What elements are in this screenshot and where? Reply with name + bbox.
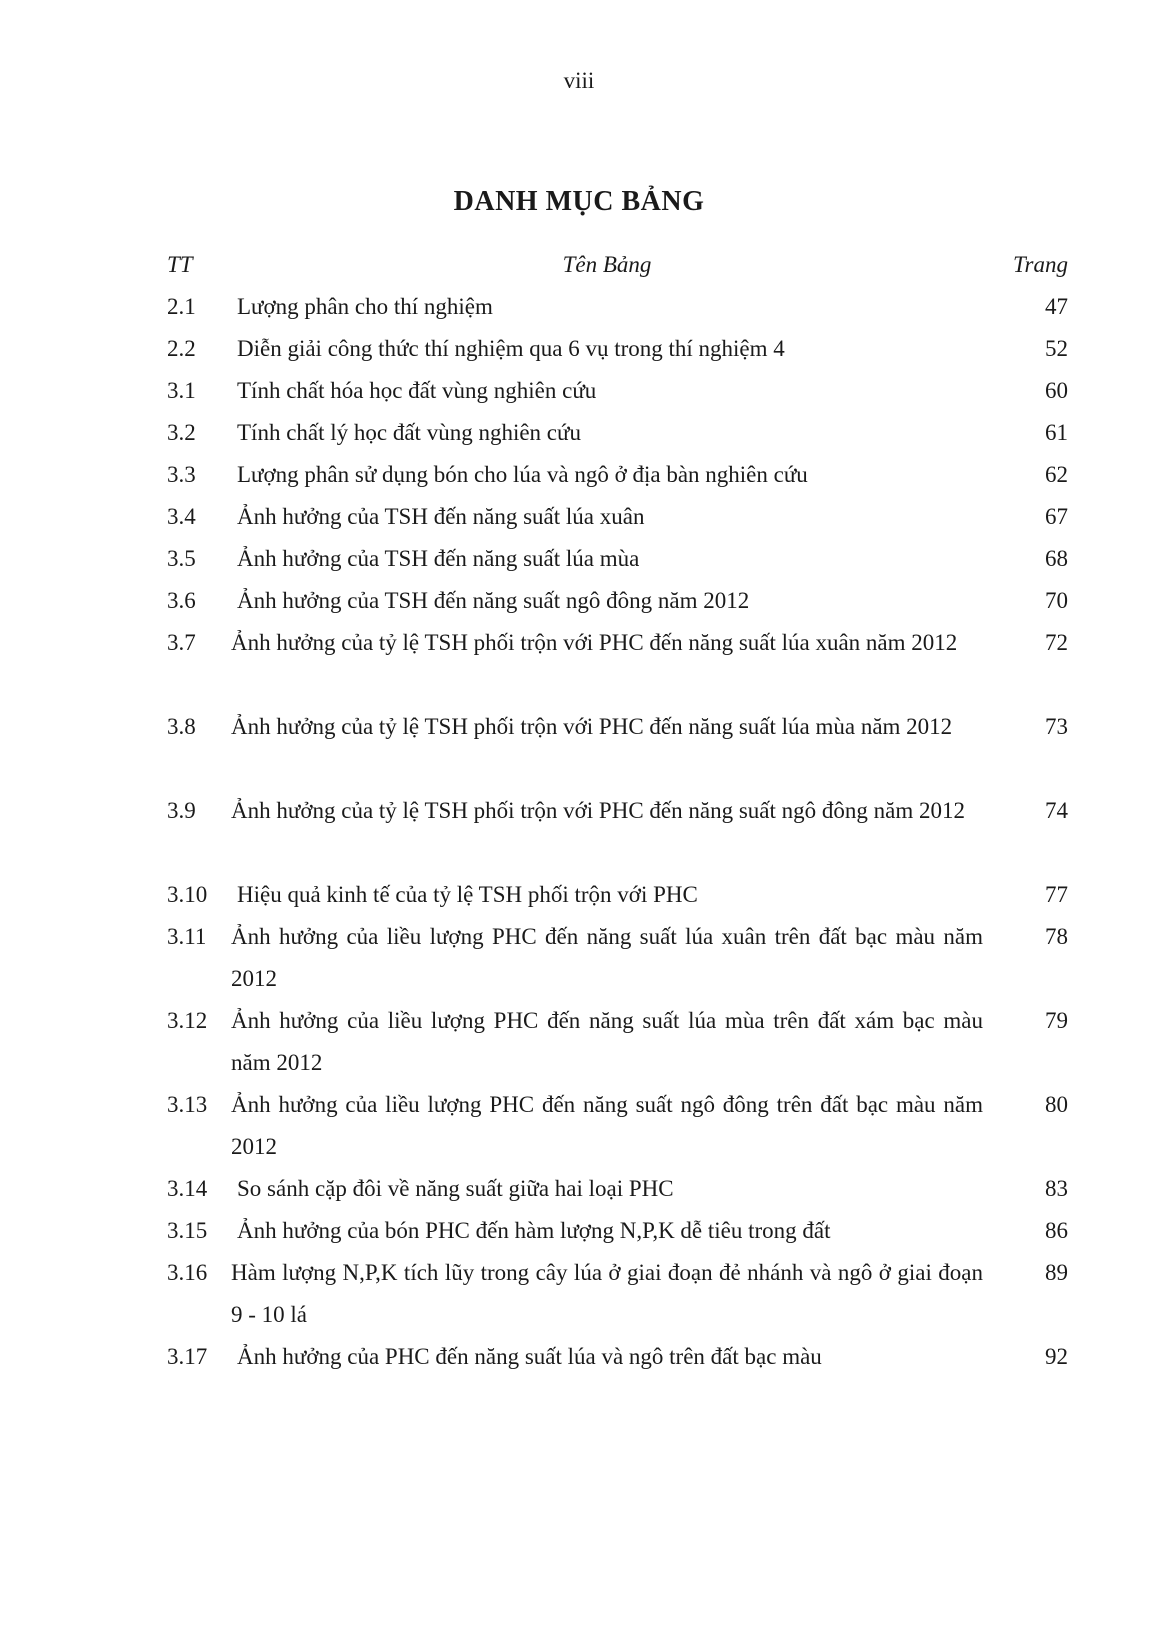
entry-title: Tính chất lý học đất vùng nghiên cứu	[237, 420, 581, 445]
entry-number: 3.16	[167, 1260, 208, 1285]
table-list	[0, 244, 1158, 1378]
entry-title: Ảnh hưởng của tỷ lệ TSH phối trộn với PHC đến năng suất ngô đông năm 2012	[231, 798, 965, 823]
entry-number: 3.12	[167, 1008, 208, 1033]
entry-number: 3.3	[167, 462, 196, 487]
table-entry[interactable]	[0, 328, 1158, 370]
table-entry[interactable]	[0, 622, 1158, 706]
table-entry[interactable]	[0, 370, 1158, 412]
entry-title: Ảnh hưởng của liều lượng PHC đến năng suất ngô đông trên đất bạc màu năm 2012	[231, 1092, 983, 1159]
entry-number: 3.13	[167, 1092, 208, 1117]
entry-number: 3.11	[167, 924, 207, 949]
table-list-header	[0, 244, 1158, 286]
entry-page-number: 67	[1045, 504, 1068, 529]
entry-page-number: 83	[1045, 1176, 1068, 1201]
entry-title: Ảnh hưởng của TSH đến năng suất lúa xuân	[237, 504, 645, 529]
entry-number: 3.7	[167, 630, 196, 655]
table-list-body	[0, 286, 1158, 1378]
entry-page-number: 72	[1045, 630, 1068, 655]
header-title-label: Tên Bảng	[562, 252, 652, 277]
entry-number: 3.8	[167, 714, 196, 739]
entry-page-number: 92	[1045, 1344, 1068, 1369]
entry-page-number: 68	[1045, 546, 1068, 571]
table-entry[interactable]	[0, 538, 1158, 580]
table-entry[interactable]	[0, 1336, 1158, 1378]
entry-number: 3.17	[167, 1344, 208, 1369]
entry-title: Ảnh hưởng của TSH đến năng suất ngô đông năm 2012	[237, 588, 750, 613]
entry-page-number: 77	[1045, 882, 1068, 907]
table-entry[interactable]	[0, 496, 1158, 538]
entry-page-number: 60	[1045, 378, 1068, 403]
entry-title: Ảnh hưởng của tỷ lệ TSH phối trộn với PHC đến năng suất lúa xuân năm 2012	[231, 630, 958, 655]
table-entry[interactable]	[0, 580, 1158, 622]
entry-number: 3.10	[167, 882, 208, 907]
table-entry[interactable]	[0, 412, 1158, 454]
table-entry[interactable]	[0, 286, 1158, 328]
table-entry[interactable]	[0, 790, 1158, 874]
entry-number: 3.9	[167, 798, 196, 823]
entry-title: Diễn giải công thức thí nghiệm qua 6 vụ trong thí nghiệm 4	[237, 336, 785, 361]
entry-page-number: 52	[1045, 336, 1068, 361]
entry-page-number: 79	[1045, 1008, 1068, 1033]
entry-number: 3.2	[167, 420, 196, 445]
entry-title: Ảnh hưởng của tỷ lệ TSH phối trộn với PHC đến năng suất lúa mùa năm 2012	[231, 714, 953, 739]
entry-title: Ảnh hưởng của PHC đến năng suất lúa và ngô trên đất bạc màu	[237, 1344, 822, 1369]
entry-title: Ảnh hưởng của liều lượng PHC đến năng suất lúa mùa trên đất xám bạc màu năm 2012	[231, 1008, 983, 1075]
entry-title: So sánh cặp đôi về năng suất giữa hai loại PHC	[237, 1176, 674, 1201]
page-number: viii	[563, 68, 595, 93]
header-number-label: TT	[167, 252, 193, 277]
entry-page-number: 89	[1045, 1260, 1068, 1285]
entry-title: Hàm lượng N,P,K tích lũy trong cây lúa ở giai đoạn đẻ nhánh và ngô ở giai đoạn 9 - 10 lá	[231, 1260, 983, 1327]
entry-number: 3.1	[167, 378, 196, 403]
entry-number: 2.2	[167, 336, 196, 361]
table-entry[interactable]	[0, 874, 1158, 916]
table-entry[interactable]	[0, 1168, 1158, 1210]
entry-title: Lượng phân cho thí nghiệm	[237, 294, 493, 319]
entry-number: 3.4	[167, 504, 196, 529]
entry-page-number: 61	[1045, 420, 1068, 445]
entry-page-number: 86	[1045, 1218, 1068, 1243]
entry-number: 3.15	[167, 1218, 208, 1243]
header-page-label: Trang	[1013, 252, 1068, 277]
entry-page-number: 62	[1045, 462, 1068, 487]
entry-number: 3.14	[167, 1176, 208, 1201]
entry-number: 3.6	[167, 588, 196, 613]
entry-number: 3.5	[167, 546, 196, 571]
table-entry[interactable]	[0, 1210, 1158, 1252]
entry-title: Ảnh hưởng của bón PHC đến hàm lượng N,P,K dễ tiêu trong đất	[237, 1218, 831, 1243]
table-entry[interactable]	[0, 706, 1158, 790]
page-title: DANH MỤC BẢNG	[453, 186, 705, 217]
entry-page-number: 47	[1045, 294, 1068, 319]
entry-page-number: 78	[1045, 924, 1068, 949]
entry-page-number: 73	[1045, 714, 1068, 739]
table-entry[interactable]	[0, 916, 1158, 1000]
entry-page-number: 80	[1045, 1092, 1068, 1117]
entry-page-number: 74	[1045, 798, 1068, 823]
entry-title: Lượng phân sử dụng bón cho lúa và ngô ở địa bàn nghiên cứu	[237, 462, 808, 487]
entry-page-number: 70	[1045, 588, 1068, 613]
table-entry[interactable]	[0, 1252, 1158, 1336]
table-entry[interactable]	[0, 1000, 1158, 1084]
entry-title: Ảnh hưởng của liều lượng PHC đến năng suất lúa xuân trên đất bạc màu năm 2012	[231, 924, 983, 991]
entry-title: Ảnh hưởng của TSH đến năng suất lúa mùa	[237, 546, 640, 571]
entry-title: Hiệu quả kinh tế của tỷ lệ TSH phối trộn với PHC	[237, 882, 698, 907]
table-entry[interactable]	[0, 454, 1158, 496]
table-entry[interactable]	[0, 1084, 1158, 1168]
entry-number: 2.1	[167, 294, 196, 319]
entry-title: Tính chất hóa học đất vùng nghiên cứu	[237, 378, 597, 403]
